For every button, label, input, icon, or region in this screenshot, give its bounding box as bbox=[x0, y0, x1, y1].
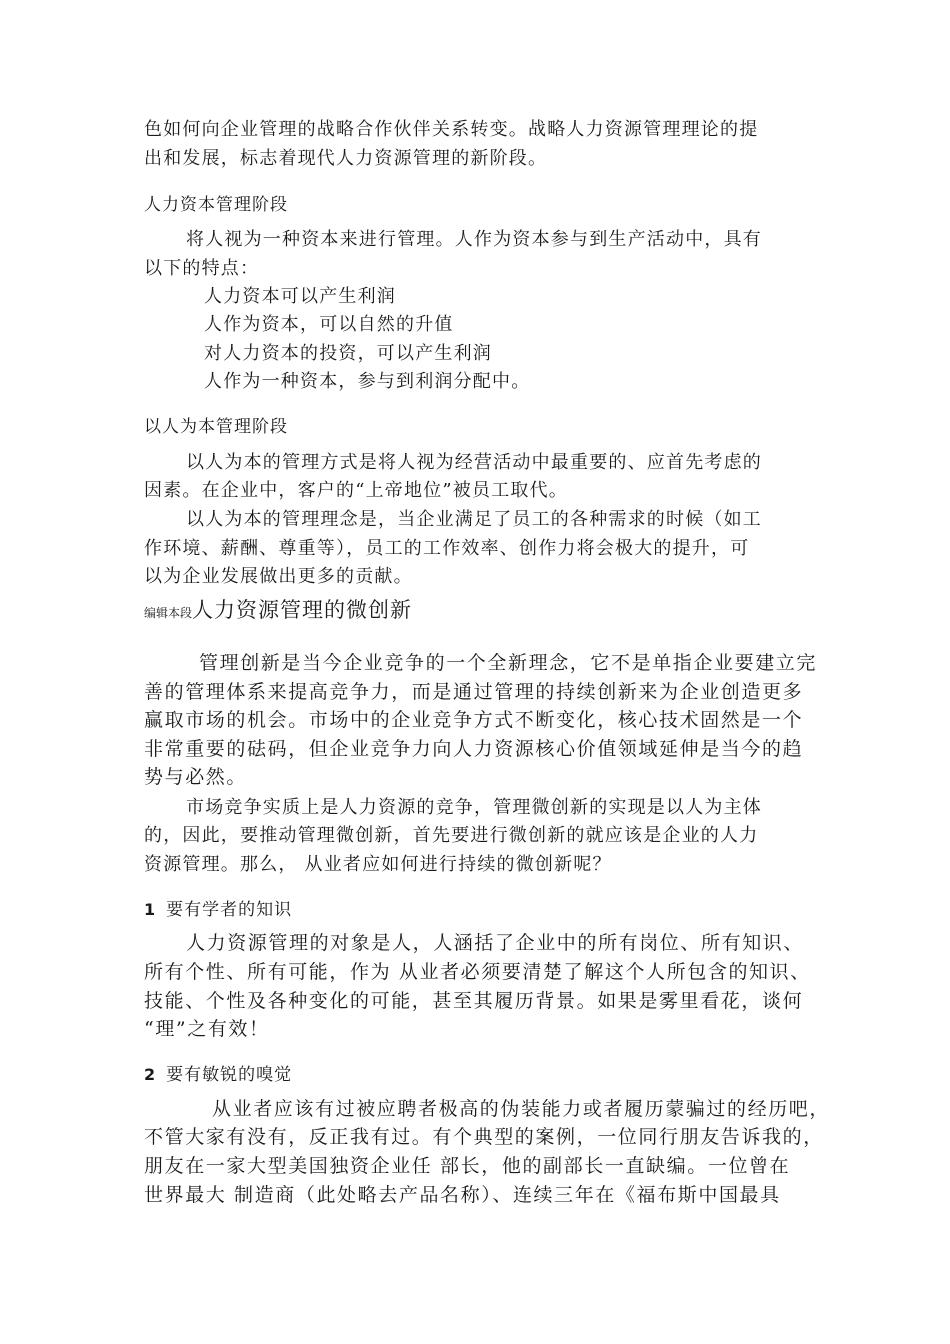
text-line: 不管大家有没有，反正我有过。有个典型的案例，一位同行朋友告诉我的， bbox=[144, 1126, 824, 1148]
text-line: 作环境、薪酬、尊重等），员工的工作效率、创作力将会极大的提升，可 bbox=[144, 538, 750, 559]
text-line: 出和发展，标志着现代人力资源管理的新阶段。 bbox=[144, 148, 548, 169]
text-line: 将人视为一种资本来进行管理。人作为资本参与到生产活动中，具有 bbox=[186, 229, 762, 250]
text-line: 势与必然。 bbox=[144, 766, 248, 788]
heading-number: 2 bbox=[144, 1065, 157, 1084]
text-line: 赢取市场的机会。市场中的企业竞争方式不断变化，核心技术固然是一个 bbox=[144, 709, 804, 731]
list-item: 人力资本可以产生利润 bbox=[204, 286, 396, 307]
text-line: 以下的特点： bbox=[144, 258, 260, 279]
list-item: 对人力资本的投资，可以产生利润 bbox=[204, 343, 492, 364]
section-heading: 人力资本管理阶段 bbox=[144, 195, 288, 215]
text-line: 所有个性、所有可能，作为 从业者必须要清楚了解这个人所包含的知识、 bbox=[144, 961, 811, 983]
text-line: 技能、个性及各种变化的可能，甚至其履历背景。如果是雾里看花，谈何 bbox=[144, 990, 804, 1012]
heading-text: 要有学者的知识 bbox=[166, 900, 293, 920]
text-line: 人力资源管理的对象是人，人涵括了企业中的所有岗位、所有知识、 bbox=[186, 932, 805, 954]
text-line: 市场竞争实质上是人力资源的竞争，管理微创新的实现是以人为主体 bbox=[186, 797, 762, 818]
text-line: 资源管理。那么， 从业者应如何进行持续的微创新呢？ bbox=[144, 854, 612, 875]
text-line: “理”之有效！ bbox=[144, 1018, 270, 1040]
text-line: 以人为本的管理方式是将人视为经营活动中最重要的、应首先考虑的 bbox=[186, 452, 762, 473]
edit-section-link[interactable]: 编辑本段 bbox=[144, 606, 193, 620]
heading-text: 要有敏锐的嗅觉 bbox=[166, 1065, 293, 1085]
section-title: 人力资源管理的微创新 bbox=[192, 598, 413, 622]
text-line: 管理创新是当今企业竞争的一个全新理念，它不是单指企业要建立完 bbox=[199, 652, 818, 674]
text-line: 世界最大 制造商（此处略去产品名称）、连续三年在《福布斯中国最具 bbox=[144, 1184, 781, 1206]
text-line: 以为企业发展做出更多的贡献。 bbox=[144, 566, 413, 587]
numbered-heading bbox=[144, 898, 292, 922]
section-title-row bbox=[144, 598, 412, 625]
text-line: 从业者应该有过被应聘者极高的伪装能力或者履历蒙骗过的经历吧， bbox=[212, 1098, 831, 1120]
numbered-heading bbox=[144, 1063, 292, 1087]
list-item: 人作为资本，可以自然的升值 bbox=[204, 314, 454, 335]
list-item: 人作为一种资本，参与到利润分配中。 bbox=[204, 371, 531, 392]
text-line: 色如何向企业管理的战略合作伙伴关系转变。战略人力资源管理理论的提 bbox=[144, 119, 759, 140]
section-heading: 以人为本管理阶段 bbox=[144, 417, 288, 437]
heading-number: 1 bbox=[144, 900, 157, 919]
text-line: 善的管理体系来提高竞争力，而是通过管理的持续创新来为企业创造更多 bbox=[144, 681, 804, 703]
text-line: 非常重要的砝码，但企业竞争力向人力资源核心价值领域延伸是当今的趋 bbox=[144, 738, 804, 760]
text-line: 的，因此，要推动管理微创新，首先要进行微创新的就应该是企业的人力 bbox=[144, 825, 759, 846]
text-line: 朋友在一家大型美国独资企业任 部长，他的副部长一直缺编。一位曾在 bbox=[144, 1155, 791, 1177]
text-line: 因素。在企业中，客户的“上帝地位”被员工取代。 bbox=[144, 480, 569, 501]
text-line: 以人为本的管理理念是，当企业满足了员工的各种需求的时候（如工 bbox=[186, 509, 762, 530]
